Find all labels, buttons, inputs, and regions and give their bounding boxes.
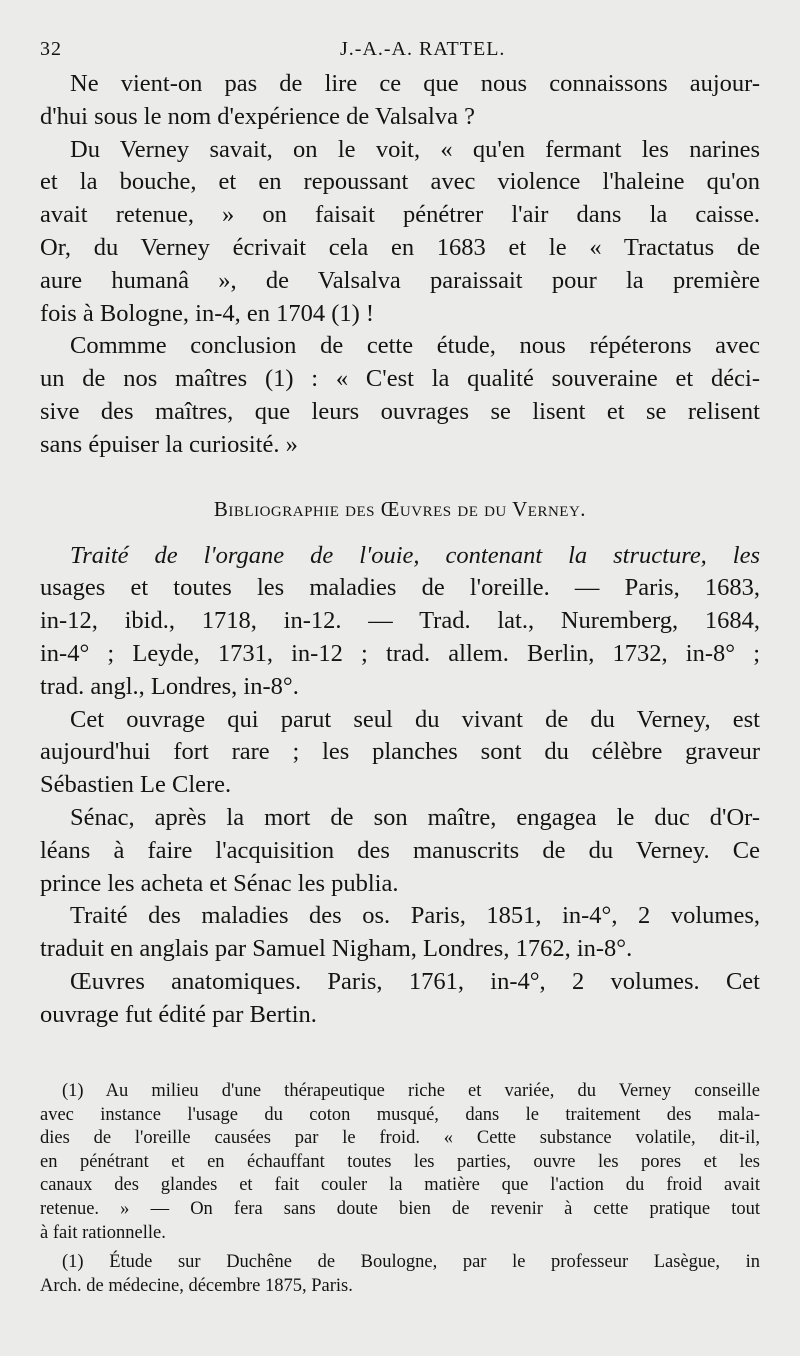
paragraph-senac	[40, 802, 760, 900]
footnote-line: en pénétrant et en échauffant toutes les parties, ouvre les pores et les	[40, 1151, 760, 1172]
text-line: in-12, ibid., 1718, in-12. — Trad. lat., Nuremberg, 1684,	[40, 607, 760, 635]
bibliography-entry-traite-ouie	[40, 540, 760, 704]
text-line: prince les acheta et Sénac les publia.	[40, 869, 399, 897]
bibliography-heading: Bibliographie des Œuvres de du Verney.	[213, 496, 587, 521]
footnote-line: retenue. » — On fera sans doute bien de revenir à cette pratique tout	[40, 1198, 760, 1219]
text-line: Or, du Verney écrivait cela en 1683 et le « Tractatus de	[40, 233, 760, 261]
footnote-lasegue	[40, 1251, 760, 1298]
text-line: trad. angl., Londres, in-8°.	[40, 672, 299, 700]
text-line: Du Verney savait, on le voit, « qu'en fermant les narines	[70, 135, 760, 163]
text-line: aujourd'hui fort rare ; les planches sont du célèbre graveur	[40, 738, 760, 766]
text-line: in-4° ; Leyde, 1731, in-12 ; trad. allem. Berlin, 1732, in-8° ;	[40, 639, 760, 667]
text-line: usages et toutes les maladies de l'oreille. — Paris, 1683,	[40, 574, 760, 602]
text-line: sive des maîtres, que leurs ouvrages se lisent et se relisent	[40, 397, 760, 425]
text-line: Traité des maladies des os. Paris, 1851, in-4°, 2 volumes,	[70, 902, 760, 930]
text-line: Traité de l'organe de l'ouie, contenant la structure, les	[70, 541, 760, 569]
text-line: Sénac, après la mort de son maître, engagea le duc d'Or-	[70, 803, 760, 831]
footnotes	[40, 1080, 760, 1304]
footnote-line: Arch. de médecine, décembre 1875, Paris.	[40, 1275, 353, 1296]
bibliography-entry-maladies-os	[40, 900, 760, 966]
footnote-line: (1) Étude sur Duchêne de Boulogne, par le professeur Lasègue, in	[62, 1252, 760, 1273]
text-line: d'hui sous le nom d'expérience de Valsalva ?	[40, 102, 475, 130]
text-line: fois à Bologne, in-4, en 1704 (1) !	[40, 299, 375, 327]
footnote-coton-musque	[40, 1080, 760, 1245]
text-line: Sébastien Le Clere.	[40, 771, 232, 799]
paragraph-rare-work	[40, 704, 760, 802]
text-line: sans épuiser la curiosité. »	[40, 430, 298, 458]
footnote-line: dies de l'oreille causées par le froid. « Cette substance volatile, dit-il,	[40, 1128, 760, 1149]
footnote-line: (1) Au milieu d'une thérapeutique riche et variée, du Verney conseille	[62, 1081, 760, 1101]
page-number: 32	[40, 38, 62, 60]
text-line: traduit en anglais par Samuel Nigham, Londres, 1762, in-8°.	[40, 935, 633, 963]
running-title: J.-A.-A. RATTEL.	[340, 38, 506, 60]
main-text	[40, 68, 760, 1032]
text-line: un de nos maîtres (1) : « C'est la qualité souveraine et déci-	[40, 365, 760, 393]
paragraph-valsalva-question	[40, 68, 760, 134]
footnote-line: canaux des glandes et fait couler la matière que l'action du froid avait	[40, 1175, 760, 1196]
text-line: et la bouche, et en repoussant avec violence l'haleine qu'on	[40, 168, 760, 196]
text-line: Cet ouvrage qui parut seul du vivant de du Verney, est	[70, 705, 760, 733]
text-line: Ne vient-on pas de lire ce que nous connaissons aujour-	[70, 70, 760, 97]
bibliography-entry-oeuvres-anatomiques	[40, 966, 760, 1032]
text-line: léans à faire l'acquisition des manuscrits de du Verney. Ce	[40, 836, 760, 864]
paragraph-conclusion	[40, 330, 760, 461]
paragraph-du-verney-knew	[40, 134, 760, 331]
text-line: aure humanâ », de Valsalva paraissait pour la première	[40, 266, 760, 294]
text-line: ouvrage fut édité par Bertin.	[40, 1000, 317, 1028]
text-line: Commme conclusion de cette étude, nous répéterons avec	[70, 332, 760, 360]
page-header	[40, 30, 760, 66]
text-line: Œuvres anatomiques. Paris, 1761, in-4°, 2 volumes. Cet	[70, 967, 760, 995]
footnote-line: avec instance l'usage du coton musqué, dans le traitement des mala-	[40, 1104, 760, 1125]
text-line: avait retenue, » on faisait pénétrer l'air dans la caisse.	[40, 201, 760, 229]
footnote-line: à fait rationnelle.	[40, 1222, 166, 1243]
